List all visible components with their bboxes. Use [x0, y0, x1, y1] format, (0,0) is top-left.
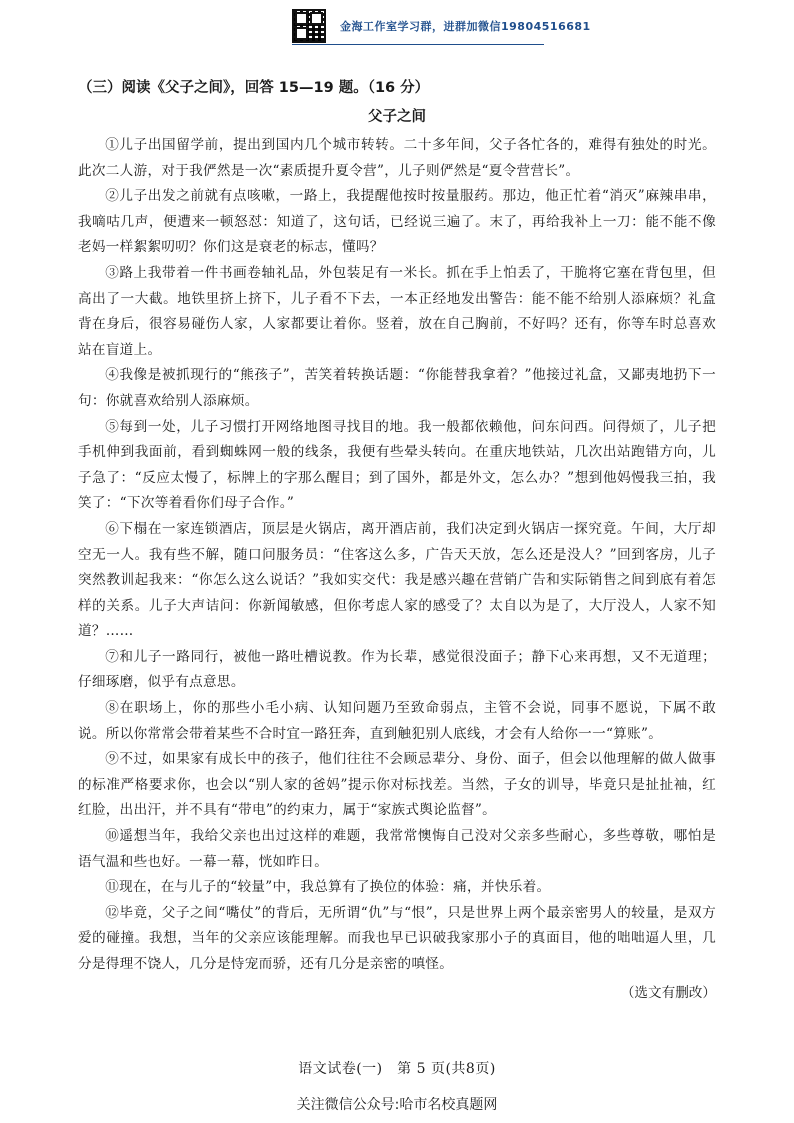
paragraph-9: ⑨不过，如果家有成长中的孩子，他们往往不会顾忌辈分、身份、面子，但会以他理解的做人做事的标准严格要求你，也会以“别人家的爸妈”提示你对标找差。当然，子女的训导，毕竟只是扯扯袖，红红脸，出出汗，并不具有“带电”的约束力，属于“家族式舆论监督”。: [78, 751, 716, 819]
paragraph-1: ①儿子出国留学前，提出到国内几个城市转转。二十多年间，父子各忙各的，难得有独处的时光。此次二人游，对于我俨然是一次“素质提升夏令营”，儿子则俨然是“夏令营营长”。: [78, 137, 716, 179]
bottom-note: 关注微信公众号:哈市名校真题网: [296, 1097, 498, 1113]
header-text: 金海工作室学习群，进群加微信19804516681: [340, 20, 591, 33]
source-note: （选文有删改）: [620, 984, 716, 1001]
qr-code-icon: [292, 9, 326, 43]
paragraph-4: ④我像是被抓现行的“熊孩子”，苦笑着转换话题：“你能替我拿着？”他接过礼盒，又鄙夷地扔下一句：你就喜欢给别人添麻烦。: [78, 367, 716, 409]
paragraph-5: ⑤每到一处，儿子习惯打开网络地图寻找目的地。我一般都依赖他，问东问西。问得烦了，儿子把手机伸到我面前，看到蜘蛛网一般的线条，我便有些晕头转向。在重庆地铁站，几次出站跑错方向，儿子急了：“反应太慢了，标牌上的字那么醒目；到了国外，都是外文，怎么办？”想到他妈慢我三拍，我笑了：“下次等着看你们母子合作。”: [78, 418, 716, 512]
paragraph-3: ③路上我带着一件书画卷轴礼品，外包装足有一米长。抓在手上怕丢了，干脆将它塞在背包里，但高出了一大截。地铁里挤上挤下，儿子看不下去，一本正经地发出警告：能不能不给别人添麻烦？礼盒背在身后，很容易碰伤人家，人家都要让着你。竖着，放在自己胸前，不好吗？还有，你等车时总喜欢站在盲道上。: [78, 264, 716, 358]
section-title: （三）阅读《父子之间》，回答 15—19 题。（16 分）: [78, 80, 430, 96]
article-title: 父子之间: [368, 109, 426, 125]
header-rule: [292, 44, 544, 45]
page-footer: 语文试卷(一) 第 5 页(共8页): [298, 1061, 496, 1077]
paragraph-8: ⑧在职场上，你的那些小毛小病、认知问题乃至致命弱点，主管不会说，同事不愿说，下属不敢说。所以你常常会带着某些不合时宜一路狂奔，直到触犯别人底线，才会有人给你一一“算账”。: [78, 700, 716, 742]
reading-section: [78, 76, 716, 1006]
paragraph-12: ⑫毕竟，父子之间“嘴仗”的背后，无所谓“仇”与“恨”，只是世界上两个最亲密男人的较量，是双方爱的碰撞。我想，当年的父亲应该能理解。而我也早已识破我家那小子的真面目，他的咄咄逼人里，几分是得理不饶人，几分是恃宠而骄，还有几分是亲密的嗔怪。: [78, 904, 716, 972]
paragraph-11: ⑪现在，在与儿子的“较量”中，我总算有了换位的体验：痛，并快乐着。: [105, 879, 551, 896]
header-banner: [292, 8, 591, 44]
paragraph-6: ⑥下榻在一家连锁酒店，顶层是火锅店，离开酒店前，我们决定到火锅店一探究竟。午间，大厅却空无一人。我有些不解，随口问服务员：“住客这么多，广告天天放，怎么还是没人？”回到客房，儿子突然教训起我来：“你怎么这么说话？”我如实交代：我是感兴趣在营销广告和实际销售之间到底有着怎样的关系。儿子大声诘问：你新闻敏感，但你考虑人家的感受了？太自以为是了，大厅没人，人家不知道？……: [78, 520, 716, 640]
paragraph-7: ⑦和儿子一路同行，被他一路吐槽说教。作为长辈，感觉很没面子；静下心来再想，又不无道理；仔细琢磨，似乎有点意思。: [78, 648, 716, 691]
paragraph-10: ⑩遥想当年，我给父亲也出过这样的难题，我常常懊悔自己没对父亲多些耐心，多些尊敬，哪怕是语气温和些也好。一幕一幕，恍如昨日。: [78, 828, 716, 870]
paragraph-2: ②儿子出发之前就有点咳嗽，一路上，我提醒他按时按量服药。那边，他正忙着“消灭”麻辣串串，我嘀咕几声，便遭来一顿怒怼：知道了，这句话，已经说三遍了。末了，再给我补上一刀：能不能不像老妈一样絮絮叨叨？你们这是衰老的标志，懂吗？: [78, 188, 716, 256]
